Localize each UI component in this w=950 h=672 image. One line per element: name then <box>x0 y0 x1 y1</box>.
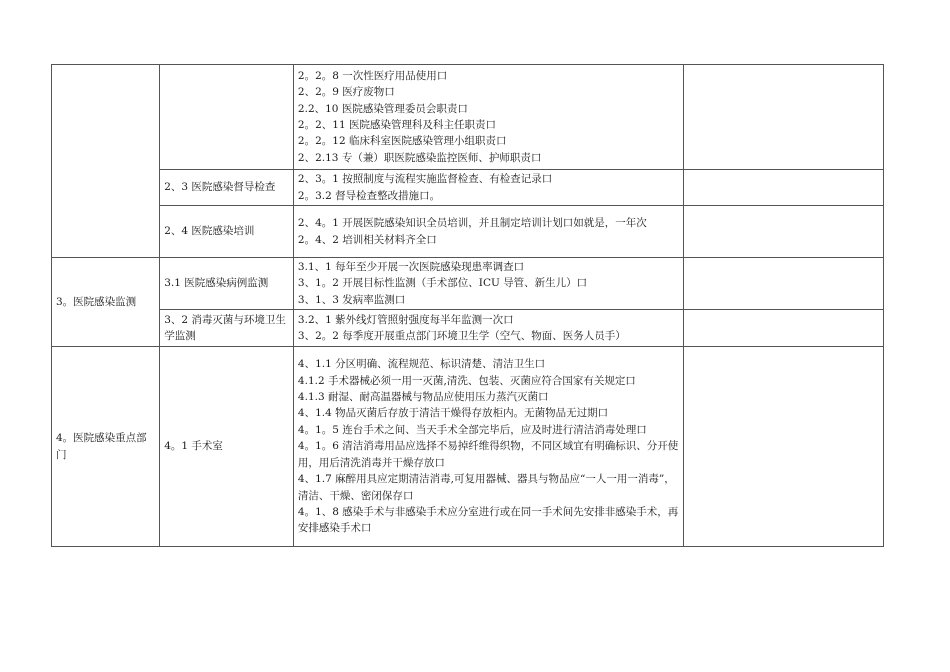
remarks-cell <box>683 65 883 170</box>
remarks-cell <box>683 206 883 258</box>
category-cell: 3。医院感染监测 <box>52 258 160 347</box>
subcategory-cell: 3、2 消毒灭菌与环境卫生学监测 <box>160 310 294 347</box>
item-line: 3、2。2 每季度开展重点部门环境卫生学（空气、物面、医务人员手） <box>297 330 626 342</box>
subcategory-cell <box>160 65 294 170</box>
item-line: 4。1。5 连台手术之间、当天手术全部完毕后，应及时进行清洁消毒处理口 <box>297 423 647 436</box>
table-row <box>52 170 884 206</box>
item-line: 4.1.3 耐湿、耐高温器械与物品应使用压力蒸汽灭菌口 <box>297 391 549 404</box>
item-line: 2。2。12 临床科室医院感染管理小组职责口 <box>297 135 507 148</box>
items-cell <box>293 206 683 258</box>
items-cell <box>293 347 683 547</box>
item-line: 4、1.4 物品灭菌后存放于清洁干燥得存放柜内。无菌物品无过期口 <box>297 407 609 420</box>
item-line: 3.1、1 每年至少开展一次医院感染现患率调查口 <box>297 260 525 273</box>
item-line: 3、1、3 发病率监测口 <box>297 293 406 306</box>
remarks-cell <box>683 170 883 206</box>
item-line: 4、1.1 分区明确、流程规范、标识清楚、清洁卫生口 <box>297 358 546 371</box>
item-line: 2。2、11 医院感染管理科及科主任职责口 <box>297 119 496 131</box>
item-line: 2。3.2 督导检查整改措施口。 <box>297 189 441 202</box>
table-row <box>52 65 884 170</box>
remarks-cell <box>683 310 883 347</box>
items-cell <box>293 310 683 347</box>
item-line: 4。1。6 清洁消毒用品应选择不易掉纤维得织物，不同区域宜有明确标识、分开使用，用后清洗消毒并干燥存放口 <box>297 440 679 469</box>
remarks-cell <box>683 258 883 310</box>
category-cell: 4。医院感染重点部门 <box>52 347 160 547</box>
item-line: 2.2、10 医院感染管理委员会职责口 <box>297 102 468 115</box>
item-line: 3、1。2 开展目标性监测（手术部位、ICU 导管、新生儿）口 <box>297 277 588 290</box>
item-line: 2、2。9 医疗废物口 <box>297 86 395 99</box>
subcategory-cell: 4。1 手术室 <box>160 347 294 547</box>
item-line: 4。1、8 感染手术与非感染手术应分室进行或在同一手术间先安排非感染手术，再安排感染手术口 <box>297 505 679 535</box>
table-row <box>52 347 884 547</box>
item-line: 4.1.2 手术器械必须一用一灭菌,清洗、包装、灭菌应符合国家有关规定口 <box>297 374 636 387</box>
item-line: 3.2、1 紫外线灯管照射强度每半年监测一次口 <box>297 313 514 326</box>
items-cell <box>293 170 683 206</box>
items-cell <box>293 258 683 310</box>
subcategory-cell: 3.1 医院感染病例监测 <box>160 258 294 310</box>
item-line: 4、1.7 麻醉用具应定期清洁消毒,可复用器械、器具与物品应“一人一用一消毒”，清洁、干燥、密闭保存口 <box>297 473 675 502</box>
item-line: 2。2。8 一次性医疗用品使用口 <box>297 69 448 82</box>
item-line: 2。4、2 培训相关材料齐全口 <box>297 233 437 246</box>
category-cell <box>52 65 160 258</box>
table-row <box>52 310 884 347</box>
table-row <box>52 258 884 310</box>
item-line: 2、3。1 按照制度与流程实施监督检查、有检查记录口 <box>297 173 553 186</box>
item-line: 2、2.13 专（兼）职医院感染监控医师、护师职责口 <box>297 151 542 164</box>
subcategory-cell: 2、3 医院感染督导检查 <box>160 170 294 206</box>
table-row <box>52 206 884 258</box>
items-cell <box>293 65 683 170</box>
remarks-cell <box>683 347 883 547</box>
inspection-table <box>51 64 884 547</box>
subcategory-cell: 2、4 医院感染培训 <box>160 206 294 258</box>
item-line: 2、4。1 开展医院感染知识全员培训，并且制定培训计划口如就是，一年次 <box>297 217 647 230</box>
